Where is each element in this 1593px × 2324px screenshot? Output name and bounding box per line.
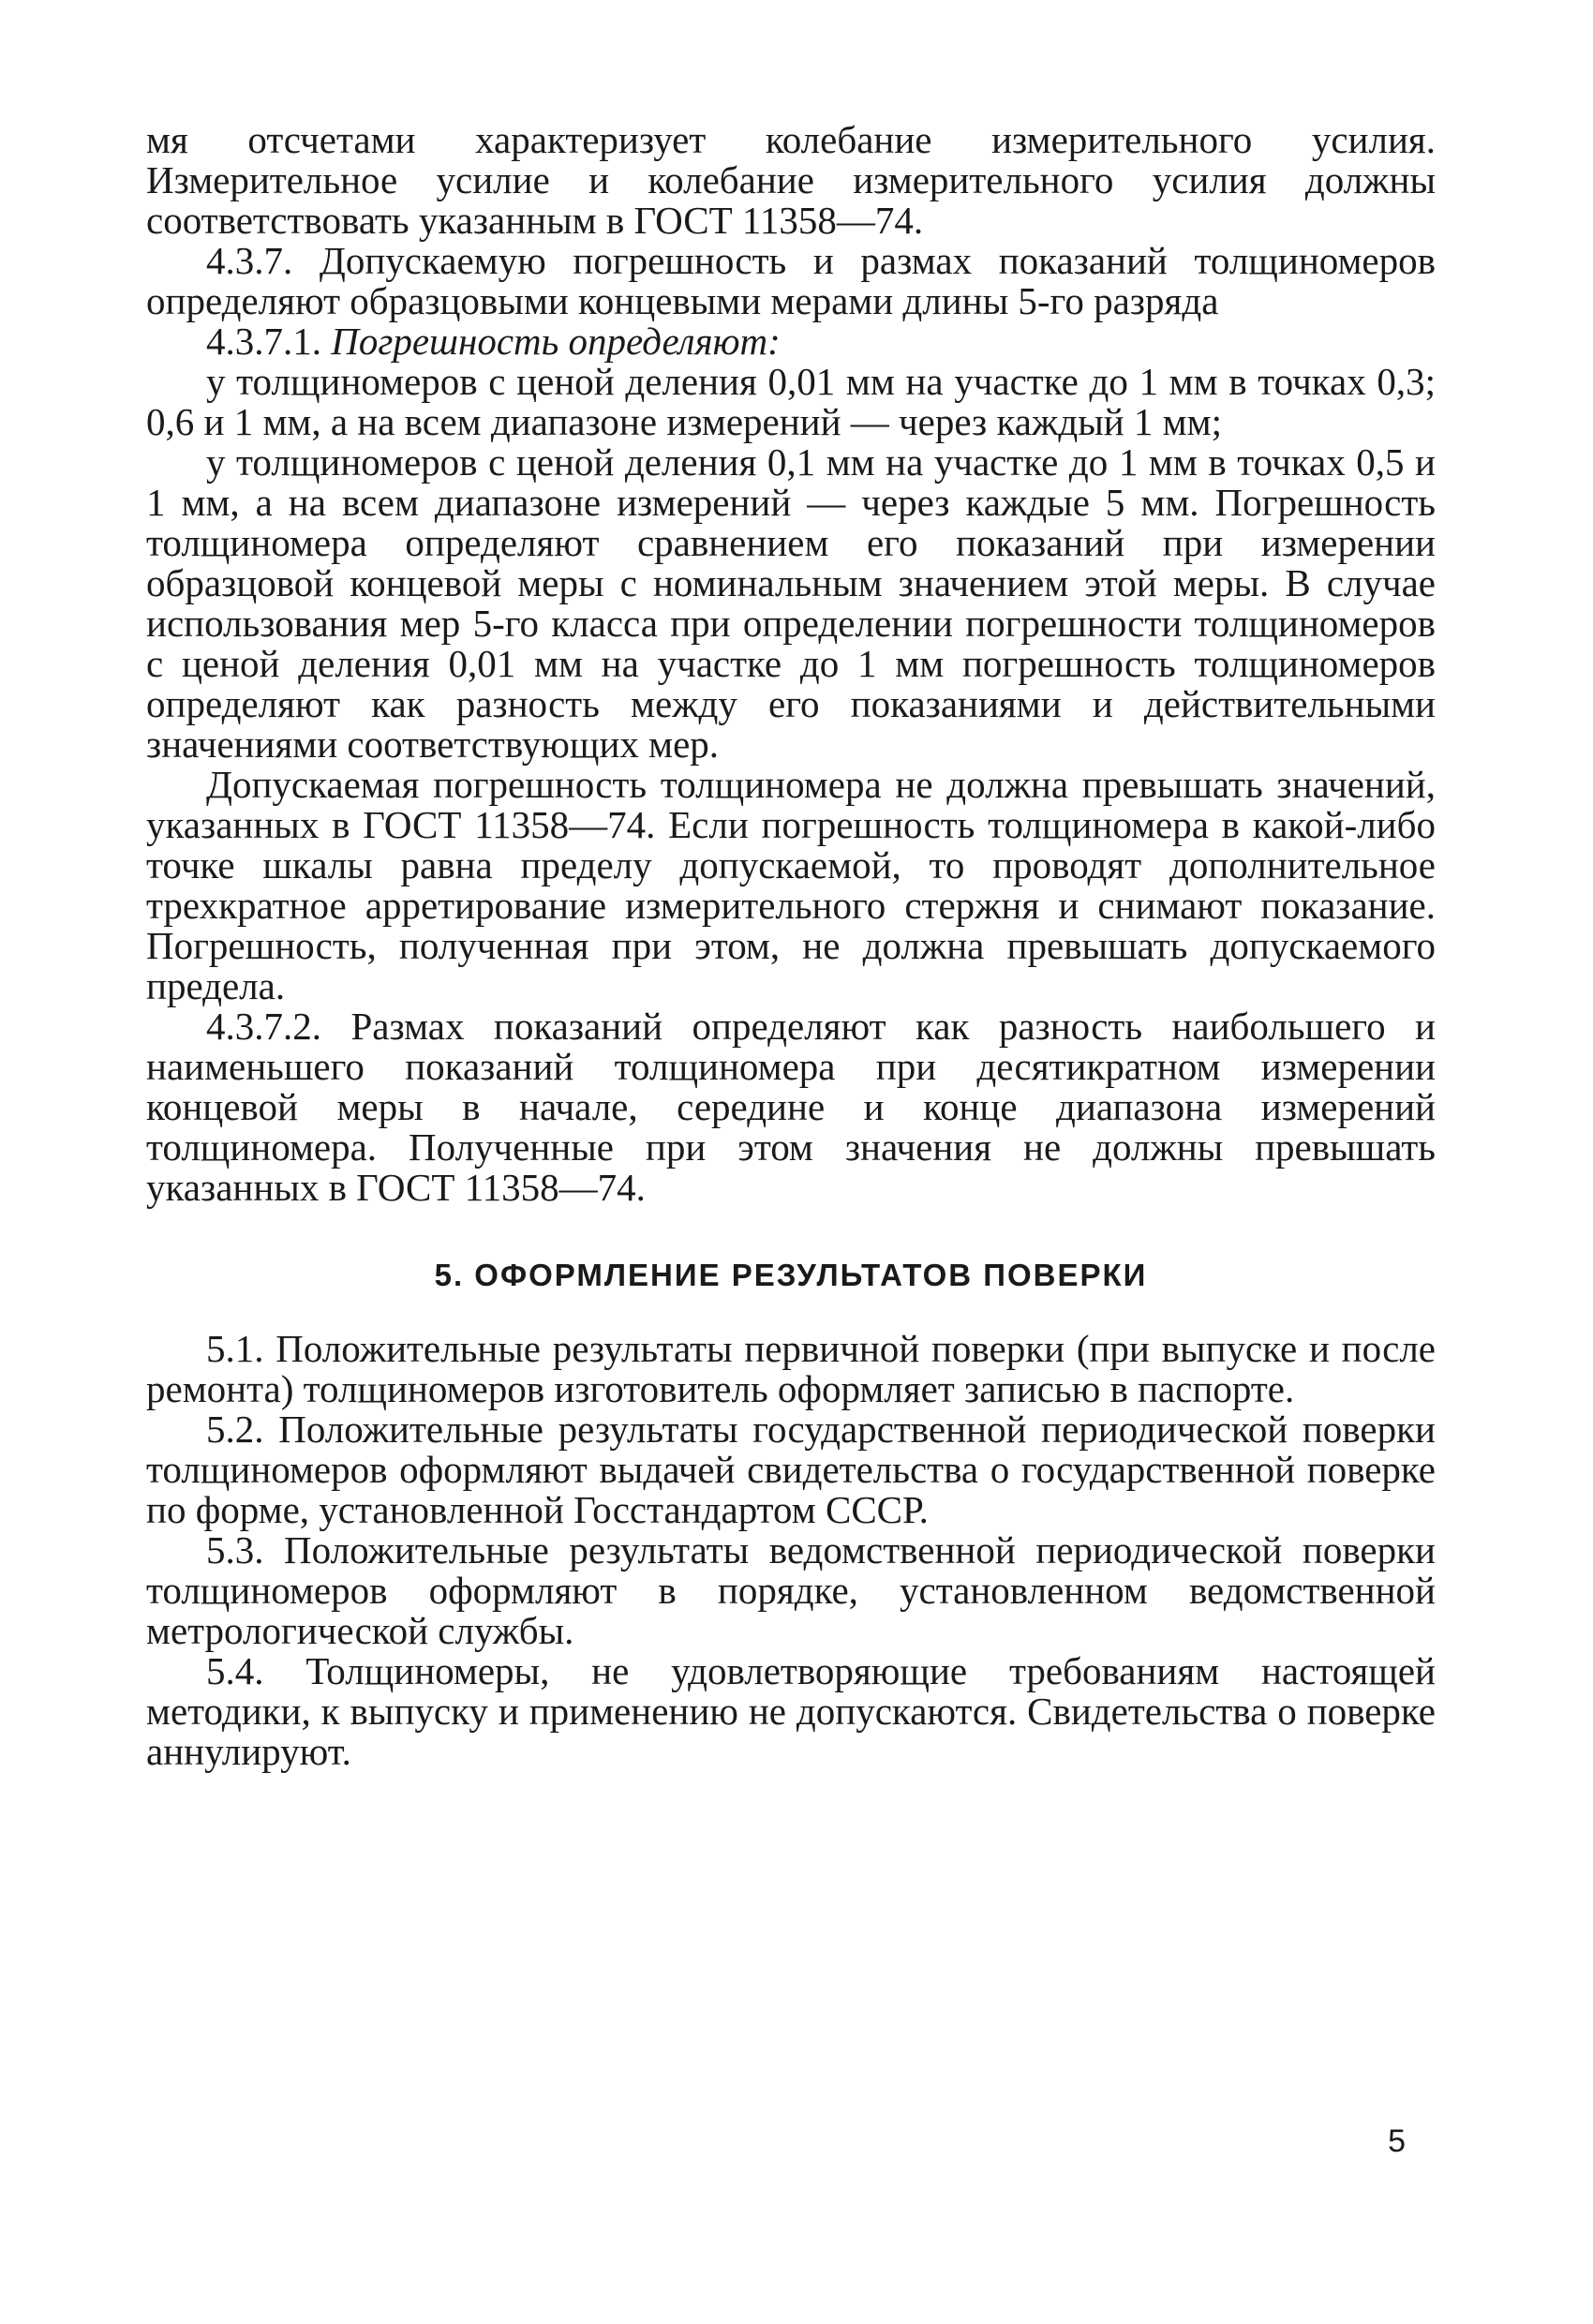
paragraph-item: у толщиномеров с ценой деления 0,1 мм на участке до 1 мм в точках 0,5 и 1 мм, а на всем диапазоне измерений — через каждые 5 мм. Погрешность толщиномера определяют сравнением его показаний при измерении образцовой концевой меры с номинальным значением этой меры. В случае использования мер 5-го класса при определении погрешности толщиномеров с ценой деления 0,01 мм на участке до 1 мм погрешность толщиномеров определяют как разность между его показаниями и действительными значениями соответствующих мер. bbox=[146, 440, 1436, 766]
paragraph-4-3-7-2: 4.3.7.2. Размах показаний определяют как разность наибольшего и наименьшего показаний толщиномера при десятикратном измерении концевой меры в начале, середине и конце диапазона измерений толщиномера. Полученные при этом значения не должны превышать указанных в ГОСТ 11358—74. bbox=[146, 1005, 1436, 1209]
paragraph-5-2: 5.2. Положительные результаты государственной периодической поверки толщиномеров оформляют выдачей свидетельства о государственной поверке по форме, установленной Госстандартом СССР. bbox=[146, 1408, 1436, 1531]
section-heading: 5. ОФОРМЛЕНИЕ РЕЗУЛЬТАТОВ ПОВЕРКИ bbox=[434, 1258, 1148, 1292]
document-page bbox=[146, 120, 1436, 1772]
paragraph-5-1: 5.1. Положительные результаты первичной поверки (при выпуске и после ремонта) толщиномеров изготовитель оформляет записью в паспорте. bbox=[146, 1327, 1436, 1410]
clause-number: 4.3.7.1. bbox=[206, 320, 321, 363]
paragraph-5-4: 5.4. Толщиномеры, не удовлетворяющие требованиям настоящей методики, к выпуску и применению не допускаются. Свидетельства о поверке аннулируют. bbox=[146, 1649, 1436, 1773]
clause-title: Погрешность определяют: bbox=[331, 320, 781, 363]
paragraph-item: у толщиномеров с ценой деления 0,01 мм на участке до 1 мм в точках 0,3; 0,6 и 1 мм, а на всем диапазоне измерений — через каждый 1 мм; bbox=[146, 360, 1436, 443]
paragraph-continuation: мя отсчетами характеризует колебание измерительного усилия. Измерительное усилие и колебание измерительного усилия должны соответствовать указанным в ГОСТ 11358—74. bbox=[146, 118, 1436, 242]
paragraph-4-3-7: 4.3.7. Допускаемую погрешность и размах показаний толщиномеров определяют образцовыми концевыми мерами длины 5-го разряда bbox=[146, 239, 1436, 322]
page-number: 5 bbox=[1388, 2123, 1406, 2159]
clause-4-3-7-1 bbox=[146, 321, 1436, 362]
paragraph-item: Допускаемая погрешность толщиномера не должна превышать значений, указанных в ГОСТ 11358—74. Если погрешность толщиномера в какой-либо точке шкалы равна пределу допускаемой, то проводят дополнительное трехкратное арретирование измерительного стержня и снимают показание. Погрешность, полученная при этом, не должна превышать допускаемого предела. bbox=[146, 763, 1436, 1007]
paragraph-5-3: 5.3. Положительные результаты ведомственной периодической поверки толщиномеров оформляют в порядке, установленном ведомственной метрологической службы. bbox=[146, 1528, 1436, 1652]
